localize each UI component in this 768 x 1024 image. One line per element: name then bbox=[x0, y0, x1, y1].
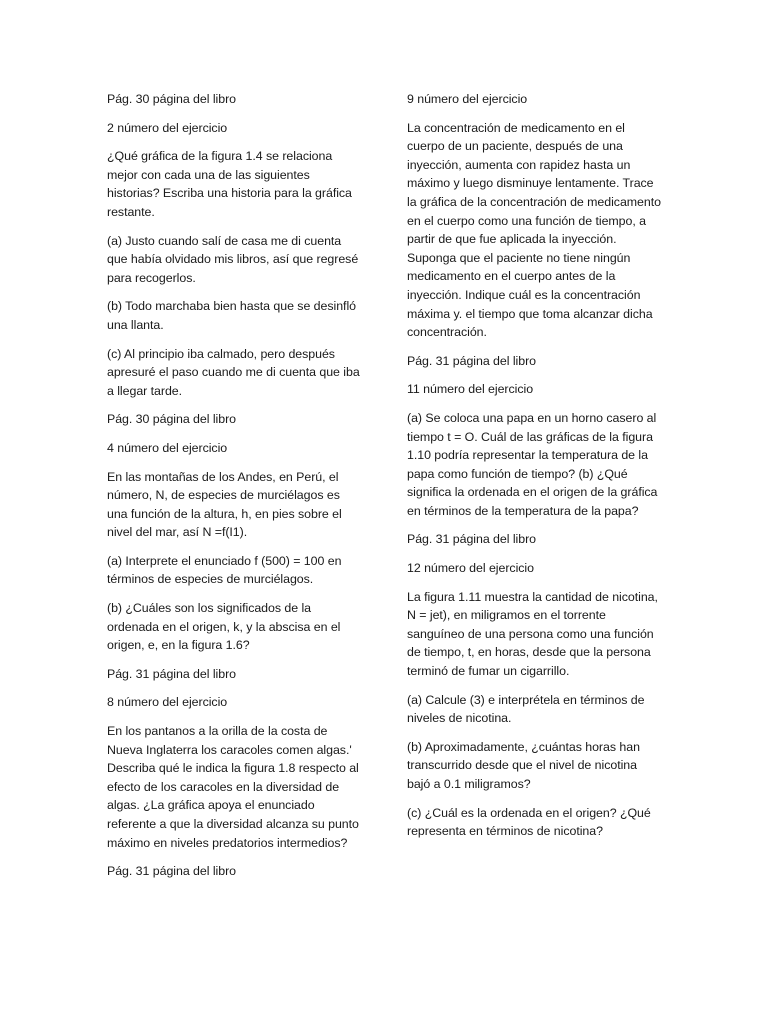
exercise-number: 2 número del ejercicio bbox=[107, 120, 228, 135]
page-reference: Pág. 31 página del libro bbox=[407, 353, 536, 368]
exercise-item: (b) Todo marchaba bien hasta que se desinfló una llanta. bbox=[107, 299, 356, 332]
exercise-number: 11 número del ejercicio bbox=[407, 382, 534, 397]
exercise-text: ¿Qué gráfica de la figura 1.4 se relaciona mejor con cada una de las siguientes historias? Escriba una historia para la gráfica restante. bbox=[107, 149, 352, 219]
page-reference: Pág. 30 página del libro bbox=[107, 92, 236, 106]
exercise-text: La concentración de medicamento en el cuerpo de un paciente, después de una inyección, aumenta con rapidez hasta un máximo y luego disminuye lentamente. Trace la gráfica de la concentración de medicamento en el cuerpo como una función de tiempo, a partir de que fue aplicada la inyección. Suponga que el paciente no tiene ningún medicamento en el cuerpo antes de la inyección. Indique cuál es la concentración máxima y. el tiempo que toma alcanzar dicha concentración. bbox=[407, 120, 661, 340]
exercise-item: (a) Interprete el enunciado f (500) = 100 en términos de especies de murciélagos. bbox=[107, 553, 342, 587]
exercise-text: (a) Se coloca una papa en un horno casero al tiempo t = O. Cuál de las gráficas de la figura 1.10 podría representar la temperatura de la papa como función de tiempo? (b) ¿Qué significa la ordenada en el origen de la gráfica en términos de la temperatura de la papa? bbox=[407, 410, 658, 518]
exercise-item: (b) Aproximadamente, ¿cuántas horas han transcurrido desde que el nivel de nicotina bajó a 0.1 miligramos? bbox=[407, 739, 640, 791]
exercise-item: (b) ¿Cuáles son los significados de la ordenada en el origen, k, y la abscisa en el origen, e, en la figura 1.6? bbox=[107, 601, 341, 653]
exercise-item: (c) ¿Cuál es la ordenada en el origen? ¿Qué representa en términos de nicotina? bbox=[407, 805, 651, 839]
exercise-item: (c) Al principio iba calmado, pero después apresuré el paso cuando me di cuenta que iba a llegar tarde. bbox=[107, 346, 360, 398]
right-column bbox=[407, 90, 663, 851]
exercise-text: En los pantanos a la orilla de la costa de Nueva Inglaterra los caracoles comen algas.' Describa qué le indica la figura 1.8 respecto al efecto de los caracoles en la diversidad de algas. ¿La gráfica apoya el enunciado referente a que la diversidad alcanza su punto máximo en niveles predatorios intermedios? bbox=[107, 724, 359, 850]
exercise-item: (a) Justo cuando salí de casa me di cuenta que había olvidado mis libros, así que regresé para recogerlos. bbox=[107, 233, 359, 285]
exercise-item: (a) Calcule (3) e interprétela en términos de niveles de nicotina. bbox=[407, 692, 645, 726]
exercise-number: 8 número del ejercicio bbox=[107, 695, 228, 710]
exercise-text: En las montañas de los Andes, en Perú, el número, N, de especies de murciélagos es una función de la altura, h, en pies sobre el nivel del mar, así N =f(I1). bbox=[107, 469, 342, 540]
exercise-number: 12 número del ejercicio bbox=[407, 561, 534, 576]
exercise-number: 9 número del ejercicio bbox=[407, 92, 528, 106]
page-reference: Pág. 31 página del libro bbox=[407, 532, 536, 547]
exercise-text: La figura 1.11 muestra la cantidad de nicotina, N = jet), en miligramos en el torrente sanguíneo de una persona como una función de tiempo, t, en horas, desde que la persona terminó de fumar un cigarrillo. bbox=[407, 589, 658, 679]
exercise-number: 4 número del ejercicio bbox=[107, 440, 228, 455]
page-reference: Pág. 30 página del libro bbox=[107, 412, 236, 427]
left-column bbox=[107, 90, 361, 891]
page-reference: Pág. 31 página del libro bbox=[107, 666, 236, 681]
page-reference: Pág. 31 página del libro bbox=[107, 864, 236, 879]
